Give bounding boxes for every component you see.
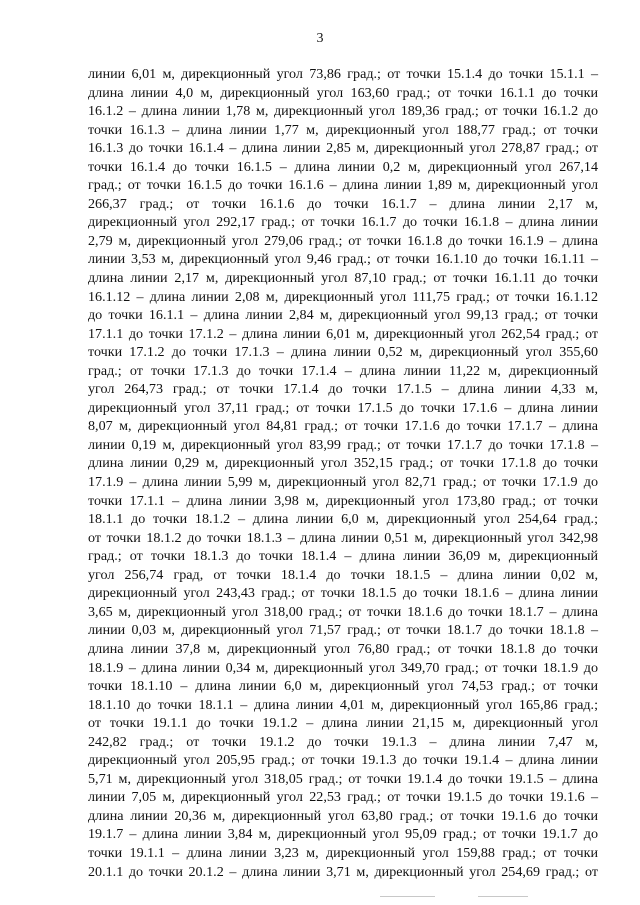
text-line: град.; от точки 18.1.3 до точки 18.1.4 – длина линии 36,09 м, дирекционный [88, 548, 598, 565]
text-line: 20.1.1 до точки 20.1.2 – длина линии 3,71 м, дирекционный угол 254,69 град.; от [88, 863, 598, 880]
text-line: дирекционный угол 292,17 град.; от точки 16.1.7 до точки 16.1.8 – длина линии [88, 214, 598, 231]
text-line: точки 16.1.3 – длина линии 1,77 м, дирекционный угол 188,77 град.; от точки [88, 121, 598, 138]
text-line: 18.1.1 до точки 18.1.2 – длина линии 6,0 м, дирекционный угол 254,64 град.; [88, 511, 598, 528]
text-line: точки 16.1.4 до точки 16.1.5 – длина линии 0,2 м, дирекционный угол 267,14 [88, 158, 598, 175]
text-line: длина линии 20,36 м, дирекционный угол 63,80 град.; от точки 19.1.6 до точки [88, 807, 598, 824]
text-line: дирекционный угол 37,11 град.; от точки 17.1.5 до точки 17.1.6 – длина линии [88, 399, 598, 416]
text-line: от точки 18.1.2 до точки 18.1.3 – длина линии 0,51 м, дирекционный угол 342,98 [88, 529, 598, 546]
text-line: линии 7,05 м, дирекционный угол 22,53 град.; от точки 19.1.5 до точки 19.1.6 – [88, 789, 598, 806]
text-line: 16.1.12 – длина линии 2,08 м, дирекционный угол 111,75 град.; от точки 16.1.12 [88, 288, 598, 305]
text-line: дирекционный угол 243,43 град.; от точки 18.1.5 до точки 18.1.6 – длина линии [88, 585, 598, 602]
text-line: 8,07 м, дирекционный угол 84,81 град.; от точки 17.1.6 до точки 17.1.7 – длина [88, 418, 598, 435]
text-line: 17.1.9 – длина линии 5,99 м, дирекционный угол 82,71 град.; от точки 17.1.9 до [88, 474, 598, 491]
text-line: длина линии 0,29 м, дирекционный угол 352,15 град.; от точки 17.1.8 до точки [88, 455, 598, 472]
text-line: угол 256,74 град, от точки 18.1.4 до точки 18.1.5 – длина линии 0,02 м, [88, 566, 598, 583]
scan-artifact-line [478, 896, 528, 897]
text-line: длина линии 2,17 м, дирекционный угол 87,10 град.; от точки 16.1.11 до точки [88, 270, 598, 287]
text-line: точки 18.1.10 – длина линии 6,0 м, дирекционный угол 74,53 град.; от точки [88, 678, 598, 695]
text-line: дирекционный угол 205,95 град.; от точки 19.1.3 до точки 19.1.4 – длина линии [88, 752, 598, 769]
text-line: 17.1.1 до точки 17.1.2 – длина линии 6,01 м, дирекционный угол 262,54 град.; от [88, 325, 598, 342]
text-line: до точки 16.1.1 – длина линии 2,84 м, дирекционный угол 99,13 град.; от точки [88, 307, 598, 324]
text-line: линии 3,53 м, дирекционный угол 9,46 град.; от точки 16.1.10 до точки 16.1.11 – [88, 251, 598, 268]
text-line: точки 19.1.1 – длина линии 3,23 м, дирекционный угол 159,88 град.; от точки [88, 844, 598, 861]
body-text [88, 65, 598, 881]
text-line: 5,71 м, дирекционный угол 318,05 град.; от точки 19.1.4 до точки 19.1.5 – длина [88, 770, 598, 787]
scan-artifact-line [380, 896, 435, 897]
text-line: 242,82 град.; от точки 19.1.2 до точки 19.1.3 – длина линии 7,47 м, [88, 733, 598, 750]
text-line: от точки 19.1.1 до точки 19.1.2 – длина линии 21,15 м, дирекционный угол [88, 715, 598, 732]
text-line: линии 0,19 м, дирекционный угол 83,99 град.; от точки 17.1.7 до точки 17.1.8 – [88, 436, 598, 453]
text-line: 18.1.9 – длина линии 0,34 м, дирекционный угол 349,70 град.; от точки 18.1.9 до [88, 659, 598, 676]
text-line: 18.1.10 до точки 18.1.1 – длина линии 4,01 м, дирекционный угол 165,86 град.; [88, 696, 598, 713]
text-line: линии 0,03 м, дирекционный угол 71,57 град.; от точки 18.1.7 до точки 18.1.8 – [88, 622, 598, 639]
text-line: линии 6,01 м, дирекционный угол 73,86 град.; от точки 15.1.4 до точки 15.1.1 – [88, 66, 598, 82]
text-line: 2,79 м, дирекционный угол 279,06 град.; от точки 16.1.8 до точки 16.1.9 – длина [88, 232, 598, 249]
text-line: 16.1.3 до точки 16.1.4 – длина линии 2,85 м, дирекционный угол 278,87 град.; от [88, 140, 598, 157]
text-line: угол 264,73 град.; от точки 17.1.4 до точки 17.1.5 – длина линии 4,33 м, [88, 381, 598, 398]
page-number: 3 [316, 31, 324, 46]
text-line: град.; от точки 17.1.3 до точки 17.1.4 – длина линии 11,22 м, дирекционный [88, 362, 598, 379]
text-line: град.; от точки 16.1.5 до точки 16.1.6 – длина линии 1,89 м, дирекционный угол [88, 177, 598, 194]
text-line: длина линии 4,0 м, дирекционный угол 163,60 град.; от точки 16.1.1 до точки [88, 84, 598, 101]
text-line: точки 17.1.2 до точки 17.1.3 – длина линии 0,52 м, дирекционный угол 355,60 [88, 344, 598, 361]
text-line: 3,65 м, дирекционный угол 318,00 град.; от точки 18.1.6 до точки 18.1.7 – длина [88, 603, 598, 620]
text-line: 16.1.2 – длина линии 1,78 м, дирекционный угол 189,36 град.; от точки 16.1.2 до [88, 103, 598, 120]
text-line: 266,37 град.; от точки 16.1.6 до точки 16.1.7 – длина линии 2,17 м, [88, 195, 598, 212]
text-line: точки 17.1.1 – длина линии 3,98 м, дирекционный угол 173,80 град.; от точки [88, 492, 598, 509]
text-line: длина линии 37,8 м, дирекционный угол 76,80 град.; от точки 18.1.8 до точки [88, 640, 598, 657]
text-line: 19.1.7 – длина линии 3,84 м, дирекционный угол 95,09 град.; от точки 19.1.7 до [88, 826, 598, 843]
